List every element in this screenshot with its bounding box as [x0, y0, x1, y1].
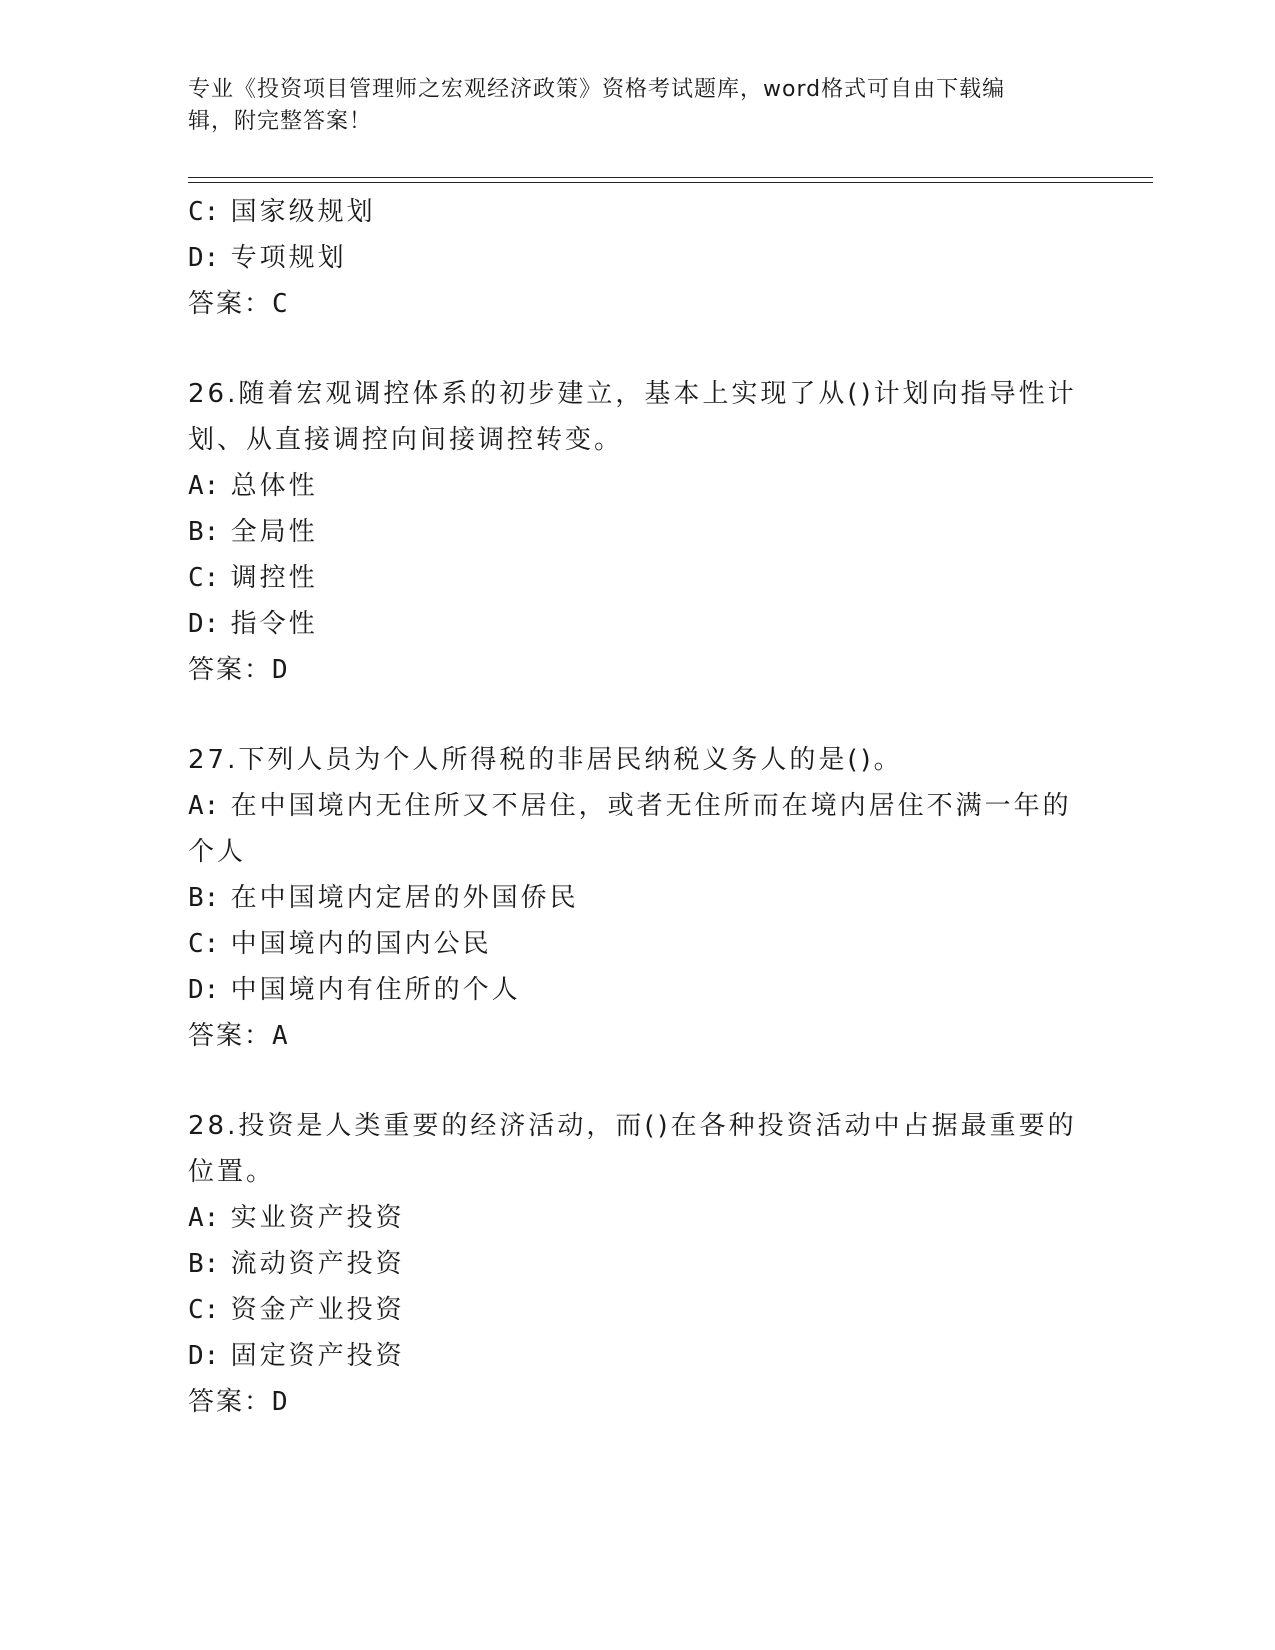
answer-label: 答案：: [188, 289, 273, 319]
answer: [188, 281, 1088, 327]
option-b: [188, 875, 1088, 921]
answer: [188, 1013, 1088, 1059]
option-key: A:: [188, 471, 220, 501]
option-text: 专项规划: [230, 243, 347, 273]
option-key: C:: [188, 563, 220, 593]
option-key: C:: [188, 1295, 220, 1325]
question-content: [188, 189, 1088, 1425]
question-stem: 27.下列人员为个人所得税的非居民纳税义务人的是()。: [188, 745, 903, 775]
answer-value: A: [272, 1021, 288, 1051]
option-c: [188, 189, 1088, 235]
option-c: [188, 1287, 1088, 1333]
option-key: C:: [188, 197, 220, 227]
option-key: D:: [188, 243, 220, 273]
answer-value: D: [272, 655, 288, 685]
option-key: B:: [188, 1249, 220, 1279]
option-d: [188, 1333, 1088, 1379]
option-text: 调控性: [230, 563, 318, 593]
answer-value: D: [272, 1387, 288, 1417]
option-c: [188, 555, 1088, 601]
option-d: [188, 967, 1088, 1013]
option-key: D:: [188, 975, 220, 1005]
question-stem: 28.投资是人类重要的经济活动，而()在各种投资活动中占据最重要的: [188, 1111, 1077, 1141]
question-26: [188, 371, 1088, 693]
option-text: 总体性: [230, 471, 318, 501]
option-key: B:: [188, 517, 220, 547]
option-text: 资金产业投资: [230, 1295, 405, 1325]
question-27: [188, 737, 1088, 1059]
answer-label: 答案：: [188, 655, 273, 685]
answer-label: 答案：: [188, 1387, 273, 1417]
question-stem-cont: 位置。: [188, 1157, 276, 1187]
question-stem-cont: 划、从直接调控向间接调控转变。: [188, 425, 624, 455]
option-text: 中国境内的国内公民: [230, 929, 492, 959]
option-a: [188, 783, 1088, 829]
option-text: 国家级规划: [230, 197, 376, 227]
option-text: 中国境内有住所的个人: [230, 975, 521, 1005]
option-text: 流动资产投资: [230, 1249, 405, 1279]
option-b: [188, 509, 1088, 555]
header-line-1: 专业《投资项目管理师之宏观经济政策》资格考试题库，word格式可自由下载编: [188, 77, 1006, 102]
answer: [188, 1379, 1088, 1425]
option-key: C:: [188, 929, 220, 959]
option-text: 指令性: [230, 609, 318, 639]
continued-question: [188, 189, 1088, 327]
option-d: [188, 235, 1088, 281]
header-rule-top: [188, 177, 1153, 178]
answer-value: C: [272, 289, 288, 319]
answer-label: 答案：: [188, 1021, 273, 1051]
option-text: 实业资产投资: [230, 1203, 405, 1233]
option-a: [188, 463, 1088, 509]
option-d: [188, 601, 1088, 647]
option-text: 在中国境内定居的外国侨民: [230, 883, 579, 913]
option-key: D:: [188, 1341, 220, 1371]
option-a: [188, 1195, 1088, 1241]
header-rule-bottom: [188, 182, 1153, 183]
page-header: [188, 74, 1068, 138]
question-stem: 26.随着宏观调控体系的初步建立，基本上实现了从()计划向指导性计: [188, 379, 1077, 409]
option-text: 全局性: [230, 517, 318, 547]
header-line-2: 辑，附完整答案！: [188, 109, 373, 134]
option-a-cont: 个人: [188, 837, 247, 867]
answer: [188, 647, 1088, 693]
option-text: 在中国境内无住所又不居住，或者无住所而在境内居住不满一年的: [230, 791, 1072, 821]
option-c: [188, 921, 1088, 967]
option-b: [188, 1241, 1088, 1287]
option-key: D:: [188, 609, 220, 639]
question-28: [188, 1103, 1088, 1425]
option-text: 固定资产投资: [230, 1341, 405, 1371]
option-key: A:: [188, 1203, 220, 1233]
option-key: A:: [188, 791, 220, 821]
option-key: B:: [188, 883, 220, 913]
